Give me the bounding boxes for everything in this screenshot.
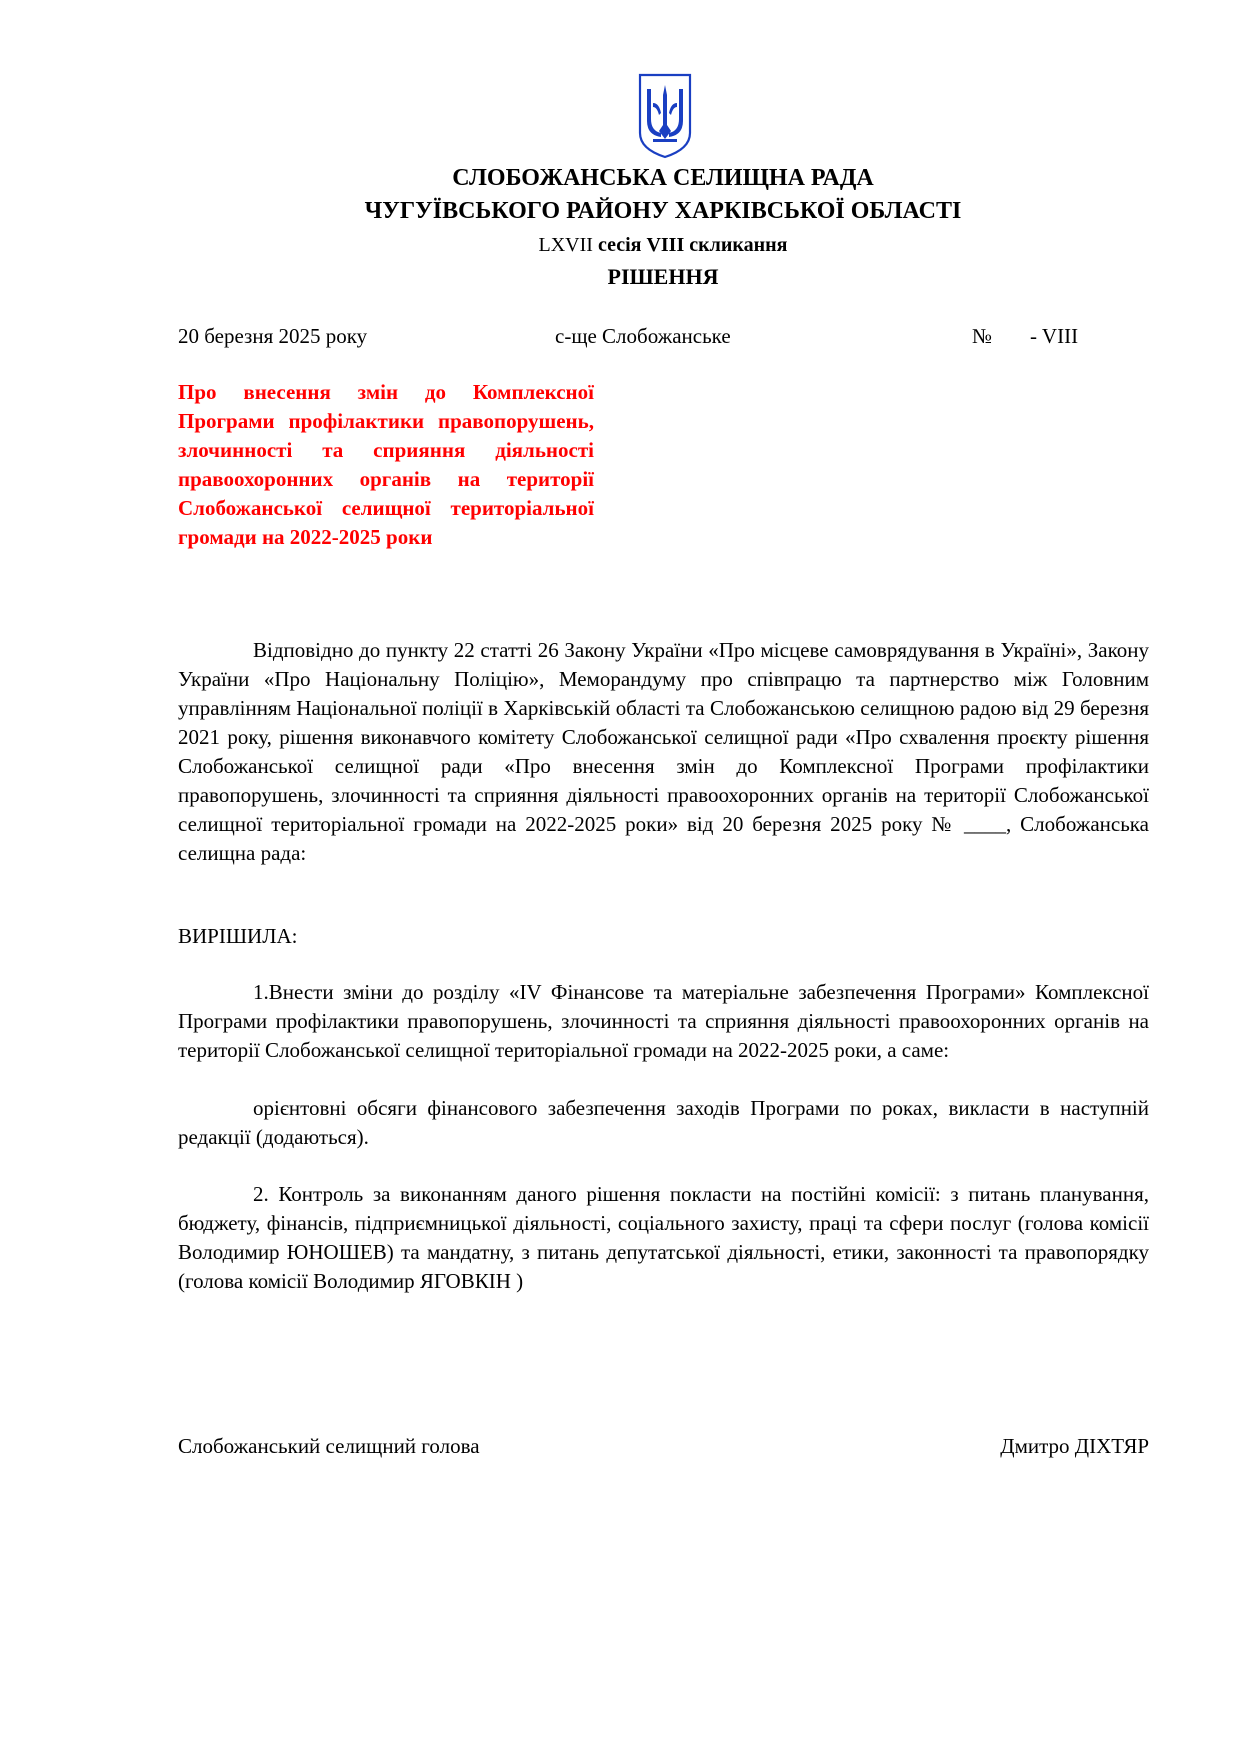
resolution-item-2: 2. Контроль за виконанням даного рішення покласти на постійні комісії: з питань планування, бюджету, фінансів, підприємницької діяльності, соціального захисту, праці та сфери послуг (голова комісії Володимир ЮНОШЕВ) та мандатну, з питань депутатської діяльності, етики, законності та правопорядку (голова комісії Володимир ЯГОВКІН ) [178,1182,1149,1293]
resolution-item-1: 1.Внести зміни до розділу «IV Фінансове та матеріальне забезпечення Програми» Комплексної Програми профілактики правопорушень, злочинності та сприяння діяльності правоохоронних органів на території Слобожанської селищної територіальної громади на 2022-2025 роки, а саме: [178,980,1149,1062]
number-suffix: - VIII [1030,324,1079,348]
signatory-name: Дмитро ДІХТЯР [1000,1434,1149,1458]
number-sign: № [972,324,993,348]
legal-basis-paragraph: Відповідно до пункту 22 статті 26 Закону України «Про місцеве самоврядування в Україні», Закону України «Про Національну Поліцію», Меморандуму про співпрацю та партнерство між Головним управлінням Національної поліції в Харківській області та Слобожанською селищною радою від 29 березня 2021 року, рішення виконавчого комітету Слобожанської селищної ради «Про схвалення проєкту рішення Слобожанської селищної ради «Про внесення змін до Комплексної Програми профілактики правопорушень, злочинності та сприяння діяльності правоохоронних органів на території Слобожанської селищної територіальної громади на 2022-2025 роки» від 20 березня 2025 року № ____, Слобожанська селищна рада: [178,638,1149,865]
decision-place: с-ще Слобожанське [555,324,731,348]
document-type-title: РІШЕННЯ [607,264,719,289]
decision-subject: Про внесення змін до Комплексної Програми профілактики правопорушень, злочинності та сприяння діяльності правоохоронних органів на території Слобожанської селищної територіальної громади на 2022-2025 роки [178,380,594,549]
coat-of-arms-of-ukraine-icon [637,73,693,159]
session-text: сесія VIII скликання [592,234,788,256]
resolution-item-1-detail: орієнтовні обсяги фінансового забезпечення заходів Програми по роках, викласти в наступній редакції (додаються). [178,1096,1149,1149]
council-name: СЛОБОЖАНСЬКА СЕЛИЩНА РАДА [452,165,874,191]
session-roman: LXVII [538,234,593,256]
decision-date: 20 березня 2025 року [178,324,368,348]
district-name: ЧУГУЇВСЬКОГО РАЙОНУ ХАРКІВСЬКОЇ ОБЛАСТІ [364,198,962,224]
resolved-heading: ВИРІШИЛА: [178,924,298,948]
signatory-title: Слобожанський селищний голова [178,1434,480,1458]
decision-number [972,322,1078,350]
session-line [0,230,1240,260]
